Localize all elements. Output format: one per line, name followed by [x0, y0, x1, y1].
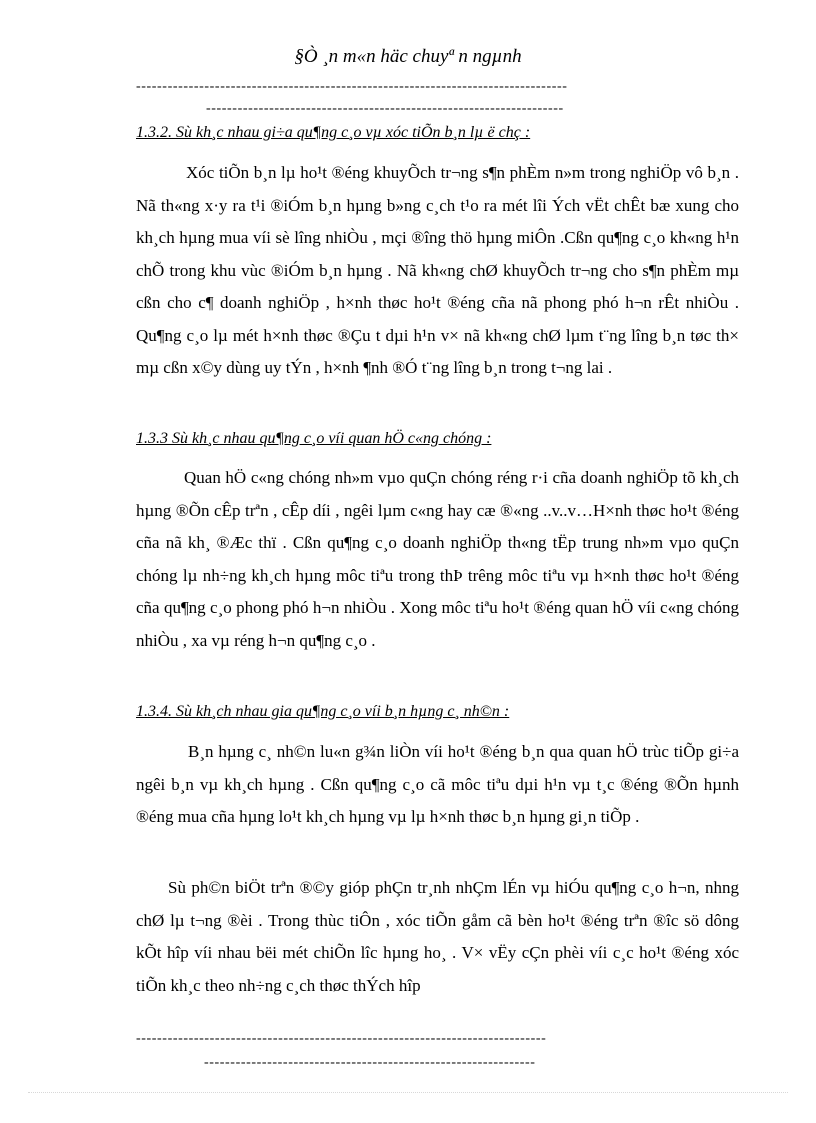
header-rule-2: --------------------------------------------------------------------	[206, 101, 564, 116]
section-paragraph-1-3-2: Xóc tiÕn b¸n lµ ho¹t ®éng khuyÕch tr¬ng s¶n phÈm n»m trong nghiÖp vô b¸n . Nã th«ng x·y ra t¹i ®iÓm b¸n hµng b»ng c¸ch t¹o ra mét lîi Ých vËt chÊt bæ xung cho kh¸ch hµng mua víi sè lîng nhiÒu , mçi ®îng thö hµng miÔn .Cßn qu¶ng c¸o kh«ng h¹n chÕ trong khu vùc ®iÓm b¸n hµng . Nã kh«ng chØ khuyÕch tr¬ng cho s¶n phÈm mµ cßn cho c¶ doanh nghiÖp , h×nh thøc ho¹t ®éng cña nã phong phó h¬n rÊt nhiÒu . Qu¶ng c¸o lµ mét h×nh thøc ®Çu t dµi h¹n v× nã kh«ng chØ lµm t¨ng lîng b¸n tøc th× mµ cßn x©y dùng uy tÝn , h×nh ¶nh ®Ó t¨ng lîng b¸n trong t¬ng lai .	[136, 163, 739, 377]
section-heading-1-3-3: 1.3.3 Sù kh¸c nhau qu¶ng c¸o víi quan hÖ c«ng chóng :	[136, 430, 492, 447]
footer-rule-2: ---------------------------------------------------------------	[204, 1055, 536, 1070]
section-heading-1-3-4: 1.3.4. Sù kh¸ch nhau gia qu¶ng c¸o víi b¸n hµng c¸ nh©n :	[136, 703, 510, 720]
closing-paragraph: Sù ph©n biÖt trªn ®©y gióp phÇn tr¸nh nhÇm lÉn vµ hiÓu qu¶ng c¸o h¬n, nhng chØ lµ t¬ng ®èi . Trong thùc tiÔn , xóc tiÕn gåm cã bèn ho¹t ®éng trªn ®îc sö dông kÕt hîp víi nhau bëi mét chiÕn lîc hµng ho¸ . V× vËy cÇn phèi víi c¸c ho¹t ®éng xóc tiÕn kh¸c theo nh÷ng c¸ch thøc thÝch hîp	[136, 878, 739, 995]
page-header-title: §Ò ¸n m«n häc chuyª n ngµnh	[294, 46, 522, 67]
header-rule-1: ----------------------------------------------------------------------------------	[136, 79, 568, 94]
section-paragraph-1-3-3: Quan hÖ c«ng chóng nh»m vµo quÇn chóng réng r·i cña doanh nghiÖp tõ kh¸ch hµng ®Õn cÊp trªn , cÊp díi , ngêi lµm c«ng hay cæ ®«ng ..v..v…H×nh thøc ho¹t ®éng cña nã kh¸ ®Æc thï . Cßn qu¶ng c¸o doanh nghiÖp th«ng tËp trung nh»m vµo quÇn chóng lµ nh÷ng kh¸ch hµng môc tiªu trong thÞ trêng môc tiªu vµ h×nh thøc ho¹t ®éng cña qu¶ng c¸o phong phó h¬n nhiÒu . Xong môc tiªu ho¹t ®éng quan hÖ víi c«ng chóng nhiÒu , xa vµ réng h¬n qu¶ng c¸o .	[136, 468, 739, 650]
footer-rule-1: ------------------------------------------------------------------------------	[136, 1031, 547, 1046]
section-paragraph-1-3-4: B¸n hµng c¸ nh©n lu«n g¾n liÒn víi ho¹t ®éng b¸n qua quan hÖ trùc tiÕp gi÷a ngêi b¸n vµ kh¸ch hµng . Cßn qu¶ng c¸o cã môc tiªu dµi h¹n vµ t¸c ®éng ®Õn hµnh ®éng mua cña hµng lo¹t kh¸ch hµng vµ lµ h×nh thøc b¸n hµng gi¸n tiÕp .	[136, 742, 739, 826]
section-heading-1-3-2: 1.3.2. Sù kh¸c nhau gi÷a qu¶ng c¸o vµ xóc tiÕn b¸n lµ ë chç :	[136, 124, 531, 141]
page-bottom-divider	[28, 1092, 788, 1093]
